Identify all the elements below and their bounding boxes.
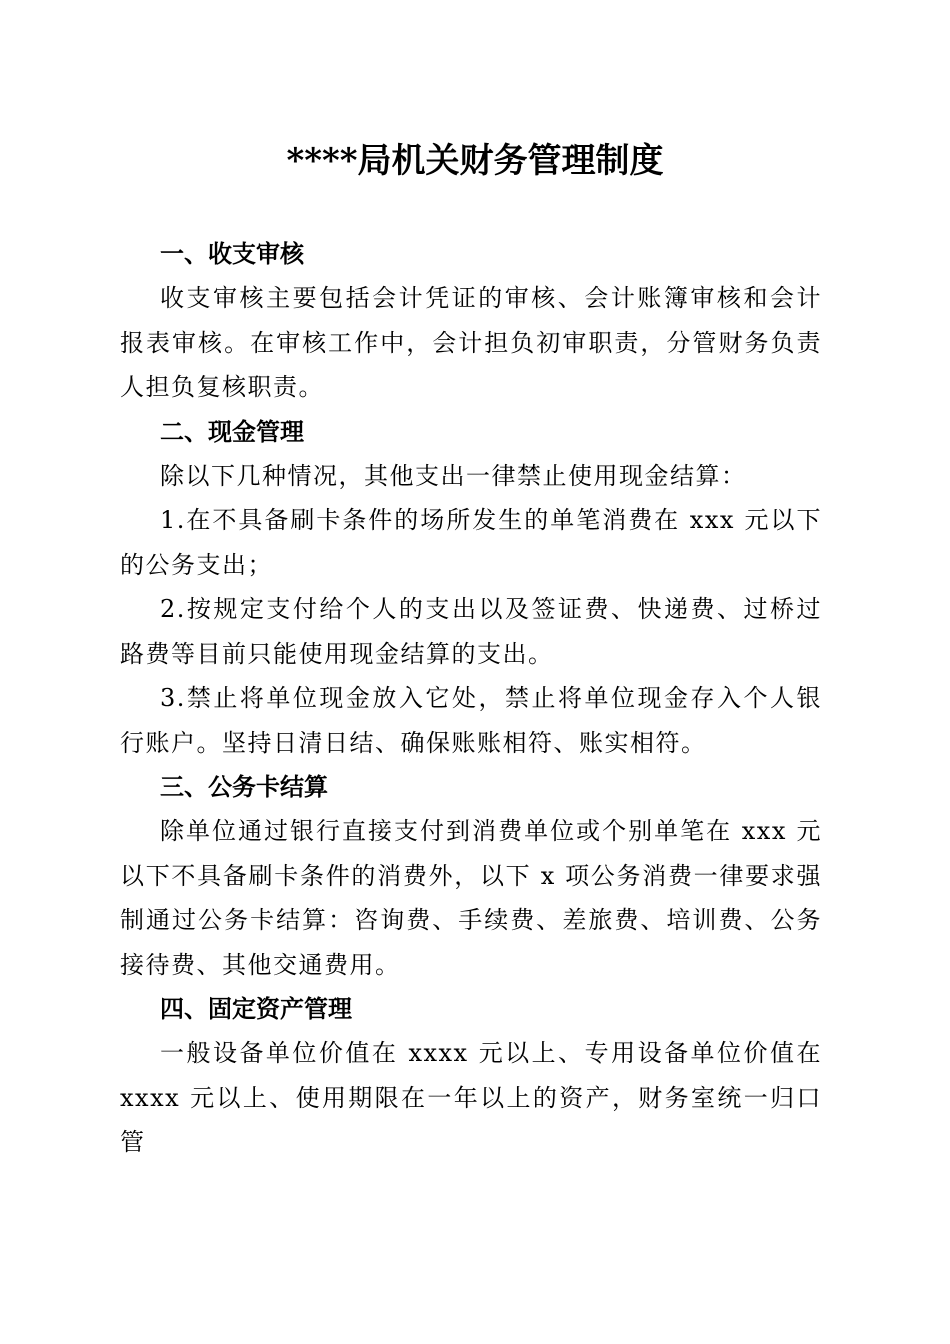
section-fixed-asset-management [120, 987, 822, 1165]
section-heading: 四、固定资产管理 [160, 995, 352, 1023]
section-official-card-settlement [120, 765, 822, 987]
paragraph: 一般设备单位价值在 xxxx 元以上、专用设备单位价值在 xxxx 元以上、使用期限在一年以上的资产，财务室统一归口管 [120, 1039, 822, 1156]
paragraph: 除单位通过银行直接支付到消费单位或个别单笔在 xxx 元以下不具备刷卡条件的消费外，以下 x 项公务消费一律要求强制通过公务卡结算：咨询费、手续费、差旅费、培训费、公务接待费、其他交通费用。 [120, 817, 822, 979]
list-item: 1.在不具备刷卡条件的场所发生的单笔消费在 xxx 元以下的公务支出； [120, 506, 822, 579]
document-title: ****局机关财务管理制度 [286, 141, 664, 181]
list-item: 3.禁止将单位现金放入它处，禁止将单位现金存入个人银行账户。坚持日清日结、确保账账相符、账实相符。 [120, 684, 822, 757]
section-income-expense-review [120, 232, 822, 410]
document-body [120, 232, 822, 1165]
section-cash-management [120, 410, 822, 766]
section-heading: 一、收支审核 [160, 240, 304, 268]
section-heading: 二、现金管理 [160, 417, 304, 446]
paragraph: 除以下几种情况，其他支出一律禁止使用现金结算： [160, 461, 747, 490]
paragraph: 收支审核主要包括会计凭证的审核、会计账簿审核和会计报表审核。在审核工作中，会计担负初审职责，分管财务负责人担负复核职责。 [120, 284, 822, 401]
list-item: 2.按规定支付给个人的支出以及签证费、快递费、过桥过路费等目前只能使用现金结算的支出。 [120, 595, 822, 668]
section-heading: 三、公务卡结算 [160, 773, 328, 801]
